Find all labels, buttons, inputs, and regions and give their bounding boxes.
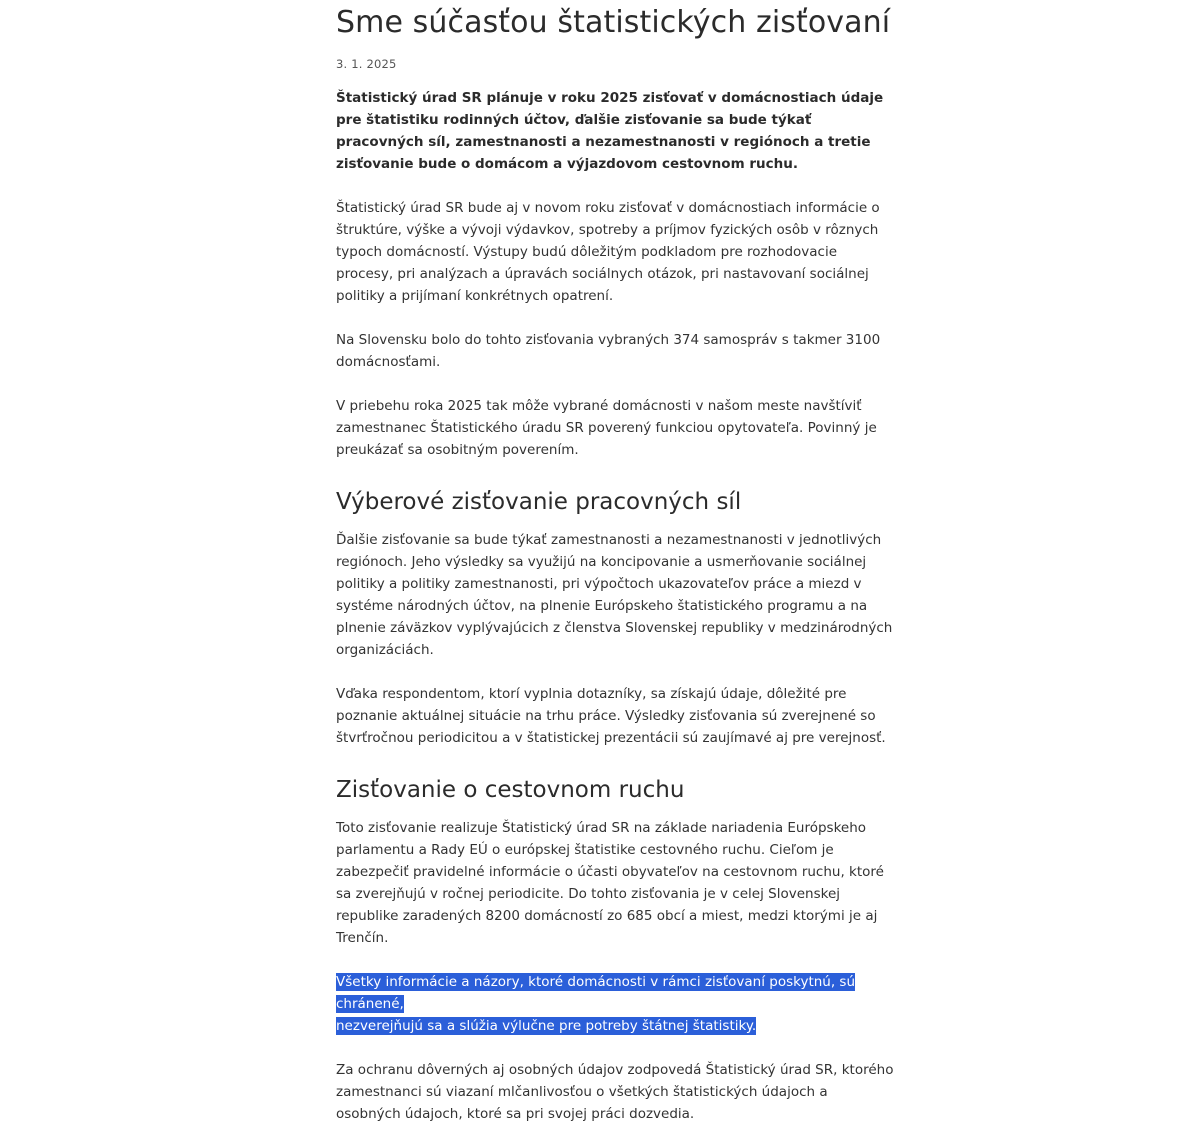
section-2-paragraph-2: Za ochranu dôverných aj osobných údajov zodpovedá Štatistický úrad SR, ktorého zamestnanci sú viazaní mlčanlivosťou o všetkých štatistických údajoch a osobných údajoch, ktoré sa pri svojej práci dozvedia. (336, 1062, 894, 1122)
section-heading-tourism: Zisťovanie o cestovnom ruchu (336, 777, 685, 803)
article-paragraph-3: V priebehu roka 2025 tak môže vybrané domácnosti v našom meste navštíviť zamestnanec Štatistického úradu SR poverený funkciou opytovateľa. Povinný je preukázať sa osobitným poverením. (336, 398, 877, 458)
selected-text-line-2: nezverejňujú sa a slúžia výlučne pre potreby štátnej štatistiky. (336, 1018, 757, 1034)
section-1-paragraph-1: Ďalšie zisťovanie sa bude týkať zamestnanosti a nezamestnanosti v jednotlivých regiónoch. Jeho výsledky sa využijú na koncipovanie a usmerňovanie sociálnej politiky a politiky zamestnanosti, pri výpočtoch ukazovateľov práce a miezd v systéme národných účtov, na plnenie Európskeho štatistického programu a na plnenie záväzkov vyplývajúcich z členstva Slovenskej republiky v medzinárodných organizáciách. (336, 532, 893, 658)
section-1-paragraph-2: Vďaka respondentom, ktorí vyplnia dotazníky, sa získajú údaje, dôležité pre poznanie aktuálnej situácie na trhu práce. Výsledky zisťovania sú zverejnené so štvrťročnou periodicitou a v štatistickej prezentácii sú zaujímavé aj pre verejnosť. (336, 686, 886, 746)
page-title: Sme súčasťou štatistických zisťovaní (336, 5, 891, 40)
selected-text-block (336, 971, 896, 1037)
article-paragraph-1: Štatistický úrad SR bude aj v novom roku zisťovať v domácnostiach informácie o štruktúre, výške a vývoji výdavkov, spotreby a príjmov fyzických osôb v rôznych typoch domácností. Výstupy budú dôležitým podkladom pre rozhodovacie procesy, pri analýzach a úpravách sociálnych otázok, pri nastavovaní sociálnej politiky a prijímaní konkrétnych opatrení. (336, 200, 880, 304)
section-heading-labour-force: Výberové zisťovanie pracovných síl (336, 489, 742, 515)
article-paragraph-2: Na Slovensku bolo do tohto zisťovania vybraných 374 samospráv s takmer 3100 domácnosťami. (336, 332, 881, 370)
selected-text-line-1: Všetky informácie a názory, ktoré domácnosti v rámci zisťovaní poskytnú, sú chránené, (336, 974, 856, 1012)
publish-date: 3. 1. 2025 (336, 57, 397, 71)
section-2-paragraph-1: Toto zisťovanie realizuje Štatistický úrad SR na základe nariadenia Európskeho parlamentu a Rady EÚ o európskej štatistike cestovného ruchu. Cieľom je zabezpečiť pravidelné informácie o účasti obyvateľov na cestovnom ruchu, ktoré sa zverejňujú v ročnej periodicite. Do tohto zisťovania je v celej Slovenskej republike zaradených 8200 domácností zo 685 obcí a miest, medzi ktorými je aj Trenčín. (336, 820, 884, 946)
article-lead-paragraph: Štatistický úrad SR plánuje v roku 2025 zisťovať v domácnostiach údaje pre štatistiku rodinných účtov, ďalšie zisťovanie sa bude týkať pracovných síl, zamestnanosti a nezamestnanosti v regiónoch a tretie zisťovanie bude o domácom a výjazdovom cestovnom ruchu. (336, 90, 884, 172)
article-body (336, 0, 896, 1125)
